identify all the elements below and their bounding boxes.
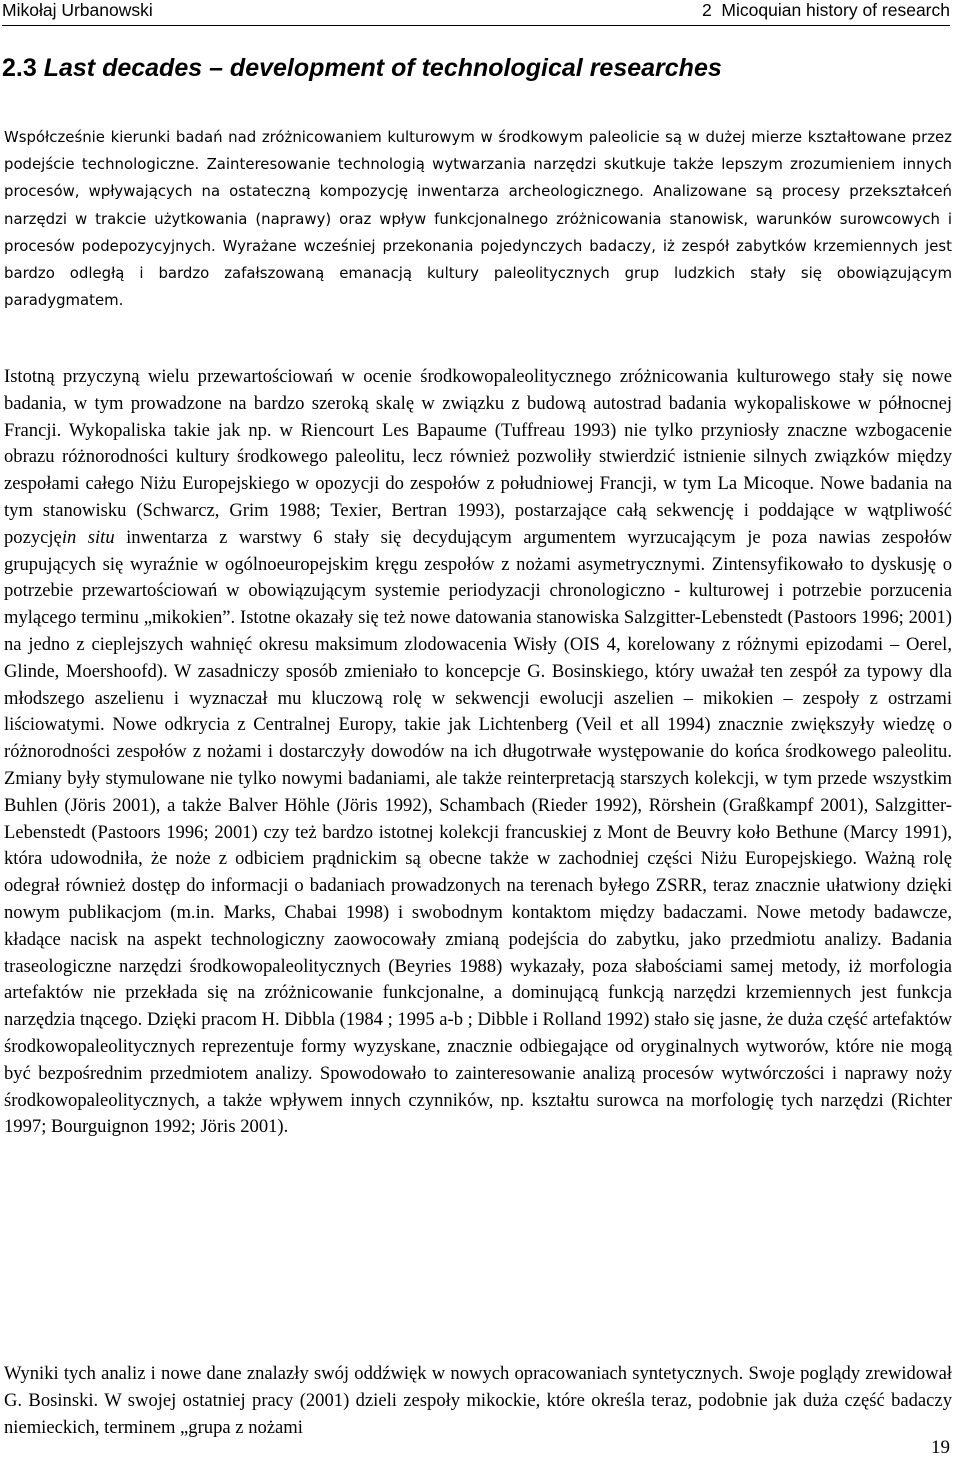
- running-header: [2, 0, 950, 24]
- section-title: [2, 54, 722, 83]
- paragraph-2-text-after: inwentarza z warstwy 6 stały się decydującym argumentem wyrzucającym je poza nawias zespołów grupujących się wyraźnie w ogólnoeuropejskim kręgu zespołów z nożami asymetrycznymi. Zintensyfikowało to dyskusję o potrzebie przewartościowań w obowiązującym systemie periodyzacji chronologiczno - kulturowej i potrzebie porzucenia mylącego terminu „mikokien”. Istotne okazały się też nowe datowania stanowiska Salzgitter-Lebenstedt (Pastoors 1996; 2001) na jedno z cieplejszych wahnięć okresu maksimum zlodowacenia Wisły (OIS 4, korelowany z różnymi epizodami – Oerel, Glinde, Moershoofd). W zasadniczy sposób zmieniało to koncepcje G. Bosinskiego, który uważał ten zespół za typowy dla młodszego aszelienu i wyznaczał mu kluczową rolę w sekwencji ewolucji aszelien – mikokien – zespoły z ostrzami liściowatymi. Nowe odkrycia z Centralnej Europy, takie jak Lichtenberg (Veil et all 1994) znacznie zwiększyły wiedzę o różnorodności zespołów z nożami i dostarczyły dowodów na ich długotrwałe występowanie do końca środkowego paleolitu. Zmiany były stymulowane nie tylko nowymi badaniami, ale także reinterpretacją starszych kolekcji, w tym przede wszystkim Buhlen (Jöris 2001), a także Balver Höhle (Jöris 1992), Schambach (Rieder 1992), Rörshein (Graßkampf 2001), Salzgitter-Lebenstedt (Pastoors 1996; 2001) czy też bardzo istotnej kolekcji francuskiej z Mont de Beuvry koło Bethune (Marcy 1991), która udowodniła, że noże z odbiciem prądnickim są obecne także w zachodniej części Niżu Europejskiego. Ważną rolę odegrał również dostęp do informacji o badaniach prowadzonych na terenach byłego ZSRR, teraz znacznie ułatwiony dzięki nowym publikacjom (m.in. Marks, Chabai 1998) i swobodnym kontaktom między badaczami. Nowe metody badawcze, kładące nacisk na aspekt technologiczny zaowocowały zmianą podejścia do zabytku, jako przedmiotu analizy. Badania traseologiczne narzędzi środkowopaleolitycznych (Beyries 1988) wykazały, poza słabościami samej metody, iż morfologia artefaktów nie przekłada się na zróżnicowanie funkcjonalne, a dominującą funkcją narzędzi krzemiennych jest funkcja narzędzia tnącego. Dzięki pracom H. Dibbla (1984 ; 1995 a-b ; Dibble i Rolland 1992) stało się jasne, że duża część artefaktów środkowopaleolitycznych reprezentuje formy wyzyskane, znacznie odbiegające od oryginalnych wytworów, które nie mogą być bezpośrednim przedmiotem analizy. Spowodowało to zainteresowanie analizą procesów wytwórczości i naprawy noży środkowopaleolitycznych, a także wpływem innych czynników, np. kształtu surowca na morfologię tych narzędzi (Richter 1997; Bourguignon 1992; Jöris 2001).: [4, 526, 952, 1138]
- section-number: 2.3: [2, 54, 37, 82]
- section-title-text: Last decades – development of technological researches: [43, 54, 722, 82]
- paragraph-2-text-before: Istotną przyczyną wielu przewartościowań w ocenie środkowopaleolitycznego zróżnicowania kulturowego stały się nowe badania, w tym prowadzone na bardzo szeroką skalę w związku z budową autostrad badania wykopaliskowe w północnej Francji. Wykopaliska takie jak np. w Riencourt Les Bapaume (Tuffreau 1993) nie tylko przyniosły znaczne wzbogacenie obrazu różnorodności kultury środkowego paleolitu, lecz również pozwoliły stwierdzić istnienie silnych związków między zespołami całego Niżu Europejskiego w opozycji do zespołów z południowej Francji, w tym La Micoque. Nowe badania na tym stanowisku (Schwarcz, Grim 1988; Texier, Bertran 1993), postarzające całą sekwencję i poddające w wątpliwość pozycję: [4, 366, 952, 548]
- paragraph-2: [4, 364, 952, 1141]
- paragraph-1: Współcześnie kierunki badań nad zróżnicowaniem kulturowym w środkowym paleolicie są w dużej mierze kształtowane przez podejście technologiczne. Zainteresowanie technologią wytwarzania narzędzi skutkuje także lepszym zrozumieniem innych procesów, wpływających na ostateczną kompozycję inwentarza archeologicznego. Analizowane są procesy przekształceń narzędzi w trakcie użytkowania (naprawy) oraz wpływ funkcjonalnego zróżnicowania stanowisk, warunków surowcowych i procesów podepozycyjnych. Wyrażane wcześniej przekonania pojedynczych badaczy, iż zespół zabytków krzemiennych jest bardzo odległą i bardzo zafałszowaną emanacją kultury paleolitycznych grup ludzkich stały się obowiązującym paradygmatem.: [4, 128, 952, 310]
- header-author: Mikołaj Urbanowski: [2, 0, 153, 20]
- paragraph-2-italic-term: in situ: [61, 526, 115, 548]
- header-rule: [2, 25, 950, 26]
- header-chapter: 2 Micoquian history of research: [701, 0, 950, 20]
- page-number: 19: [931, 1437, 950, 1458]
- paragraph-3: Wyniki tych analiz i nowe dane znalazły swój oddźwięk w nowych opracowaniach syntetycznych. Swoje poglądy zrewidował G. Bosinski. W swojej ostatniej pracy (2001) dzieli zespoły mikockie, które określa teraz, podobnie jak duża część badaczy niemieckich, terminem „grupa z nożami: [4, 1363, 952, 1438]
